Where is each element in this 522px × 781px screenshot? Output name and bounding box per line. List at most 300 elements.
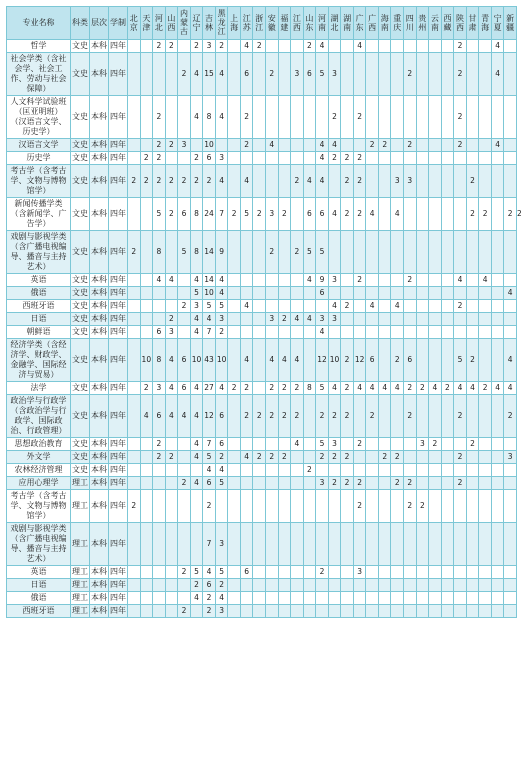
quota-cell: 4 (203, 463, 216, 476)
quota-cell (353, 450, 366, 463)
province-header: 广 东 (353, 7, 366, 40)
quota-cell (303, 437, 316, 450)
quota-cell (454, 197, 467, 230)
info-cell: 本科 (90, 565, 109, 578)
quota-cell (165, 476, 178, 489)
quota-cell (366, 273, 379, 286)
quota-cell (441, 338, 454, 381)
quota-cell (466, 489, 479, 522)
province-header: 甘 肃 (466, 7, 479, 40)
quota-cell (504, 476, 517, 489)
quota-cell (429, 138, 442, 151)
info-cell: 文史 (71, 299, 90, 312)
quota-cell: 4 (328, 138, 341, 151)
info-cell: 文史 (71, 437, 90, 450)
quota-cell (291, 522, 304, 565)
quota-cell: 6 (215, 437, 228, 450)
quota-cell (253, 604, 266, 617)
quota-cell: 4 (215, 273, 228, 286)
quota-cell (378, 489, 391, 522)
quota-cell (404, 522, 417, 565)
info-cell: 文史 (71, 450, 90, 463)
quota-cell (278, 39, 291, 52)
quota-cell (391, 489, 404, 522)
quota-cell (429, 565, 442, 578)
quota-cell (441, 312, 454, 325)
quota-cell (441, 565, 454, 578)
quota-cell (291, 151, 304, 164)
quota-cell: 2 (391, 338, 404, 381)
quota-cell (429, 52, 442, 95)
province-header: 陕 西 (454, 7, 467, 40)
province-header: 山 西 (165, 7, 178, 40)
quota-cell (429, 151, 442, 164)
quota-cell: 2 (153, 95, 166, 138)
quota-cell (429, 312, 442, 325)
quota-cell: 2 (341, 394, 354, 437)
quota-cell (341, 39, 354, 52)
quota-cell (378, 578, 391, 591)
quota-cell: 10 (328, 338, 341, 381)
quota-cell (253, 325, 266, 338)
province-header: 西 藏 (441, 7, 454, 40)
quota-cell (504, 312, 517, 325)
info-cell: 本科 (90, 230, 109, 273)
quota-cell (228, 604, 241, 617)
quota-cell: 4 (391, 299, 404, 312)
quota-cell (491, 604, 504, 617)
quota-cell (278, 52, 291, 95)
quota-cell: 4 (190, 476, 203, 489)
quota-cell: 4 (190, 52, 203, 95)
quota-cell (266, 565, 279, 578)
quota-cell (366, 230, 379, 273)
quota-cell (303, 578, 316, 591)
quota-cell (504, 273, 517, 286)
quota-cell: 2 (203, 591, 216, 604)
quota-cell (466, 450, 479, 463)
quota-cell (441, 591, 454, 604)
quota-cell: 2 (416, 381, 429, 394)
quota-cell: 4 (466, 381, 479, 394)
quota-cell: 2 (454, 52, 467, 95)
province-header: 山 东 (303, 7, 316, 40)
quota-cell (491, 476, 504, 489)
quota-cell: 4 (303, 312, 316, 325)
quota-cell: 2 (353, 437, 366, 450)
quota-cell (404, 591, 417, 604)
quota-cell (441, 52, 454, 95)
info-cell: 理工 (71, 565, 90, 578)
quota-cell (378, 325, 391, 338)
quota-cell (429, 591, 442, 604)
info-cell: 理工 (71, 476, 90, 489)
quota-cell (366, 450, 379, 463)
quota-cell (429, 299, 442, 312)
quota-cell: 4 (240, 450, 253, 463)
quota-cell (341, 463, 354, 476)
quota-cell (341, 578, 354, 591)
quota-cell (479, 565, 492, 578)
major-name-cell: 人文科学试验班（匡亚明班）（汉语言文学、历史学） (7, 95, 71, 138)
info-cell: 四年 (109, 476, 128, 489)
quota-cell (378, 565, 391, 578)
quota-cell: 7 (203, 325, 216, 338)
quota-cell: 4 (378, 381, 391, 394)
quota-cell: 2 (404, 52, 417, 95)
quota-cell: 5 (215, 299, 228, 312)
quota-cell (140, 95, 153, 138)
quota-cell: 7 (203, 437, 216, 450)
quota-cell: 2 (353, 197, 366, 230)
quota-cell: 2 (228, 197, 241, 230)
quota-cell (316, 522, 329, 565)
quota-cell (228, 299, 241, 312)
quota-cell: 4 (190, 450, 203, 463)
column-header: 专业名称 (7, 7, 71, 40)
quota-cell (303, 325, 316, 338)
quota-cell (253, 437, 266, 450)
quota-cell: 2 (178, 476, 191, 489)
quota-cell (353, 578, 366, 591)
quota-cell (178, 273, 191, 286)
quota-cell (366, 286, 379, 299)
quota-cell (140, 522, 153, 565)
info-cell: 本科 (90, 522, 109, 565)
province-header: 新 疆 (504, 7, 517, 40)
quota-cell (491, 197, 504, 230)
quota-cell (391, 591, 404, 604)
quota-cell (140, 463, 153, 476)
quota-cell (278, 489, 291, 522)
quota-cell (366, 164, 379, 197)
quota-cell (278, 591, 291, 604)
quota-cell (328, 522, 341, 565)
quota-cell (278, 476, 291, 489)
quota-cell (504, 151, 517, 164)
quota-cell (215, 138, 228, 151)
quota-cell (479, 591, 492, 604)
quota-cell (391, 522, 404, 565)
quota-cell (429, 578, 442, 591)
quota-cell: 6 (178, 338, 191, 381)
province-header: 河 北 (153, 7, 166, 40)
quota-cell (429, 489, 442, 522)
major-name-cell: 朝鲜语 (7, 325, 71, 338)
quota-cell: 2 (140, 164, 153, 197)
quota-cell: 2 (504, 197, 517, 230)
quota-cell (429, 230, 442, 273)
quota-cell (278, 138, 291, 151)
quota-cell (278, 565, 291, 578)
info-cell: 本科 (90, 138, 109, 151)
quota-cell (253, 299, 266, 312)
major-name-cell: 日语 (7, 578, 71, 591)
info-cell: 四年 (109, 565, 128, 578)
quota-cell (429, 164, 442, 197)
quota-cell (316, 489, 329, 522)
quota-cell: 12 (316, 338, 329, 381)
quota-cell (128, 151, 141, 164)
quota-cell (266, 286, 279, 299)
quota-cell (454, 230, 467, 273)
quota-cell: 2 (341, 338, 354, 381)
quota-cell (429, 476, 442, 489)
quota-cell: 4 (316, 138, 329, 151)
quota-cell (253, 578, 266, 591)
quota-cell: 2 (378, 138, 391, 151)
quota-cell (479, 151, 492, 164)
quota-cell: 2 (391, 450, 404, 463)
quota-cell (454, 325, 467, 338)
quota-cell: 4 (165, 381, 178, 394)
quota-cell: 2 (153, 450, 166, 463)
table-row (7, 522, 517, 565)
quota-cell (291, 95, 304, 138)
quota-cell (504, 578, 517, 591)
quota-cell: 4 (203, 565, 216, 578)
quota-cell (291, 325, 304, 338)
quota-cell: 8 (153, 338, 166, 381)
quota-cell (140, 591, 153, 604)
quota-cell: 3 (190, 299, 203, 312)
quota-cell (278, 95, 291, 138)
major-name-cell: 新闻传播学类（含新闻学、广告学） (7, 197, 71, 230)
info-cell: 文史 (71, 230, 90, 273)
quota-cell (228, 463, 241, 476)
quota-cell (404, 604, 417, 617)
quota-cell (266, 151, 279, 164)
quota-cell (353, 591, 366, 604)
table-row (7, 325, 517, 338)
quota-cell (416, 394, 429, 437)
quota-cell (416, 95, 429, 138)
quota-cell (454, 604, 467, 617)
quota-cell (366, 578, 379, 591)
quota-cell: 2 (266, 230, 279, 273)
table-row (7, 138, 517, 151)
quota-cell (353, 394, 366, 437)
quota-cell (240, 522, 253, 565)
quota-cell (253, 489, 266, 522)
quota-cell (416, 197, 429, 230)
quota-cell: 2 (378, 450, 391, 463)
quota-cell (353, 230, 366, 273)
quota-cell: 4 (190, 437, 203, 450)
quota-cell (466, 230, 479, 273)
quota-cell: 4 (190, 312, 203, 325)
quota-cell (228, 138, 241, 151)
quota-cell (491, 151, 504, 164)
quota-cell (253, 151, 266, 164)
quota-cell (165, 463, 178, 476)
info-cell: 四年 (109, 138, 128, 151)
quota-cell (404, 437, 417, 450)
table-row (7, 230, 517, 273)
quota-cell: 4 (266, 138, 279, 151)
quota-cell: 2 (303, 39, 316, 52)
quota-cell: 4 (165, 273, 178, 286)
quota-cell (479, 394, 492, 437)
quota-cell: 27 (204, 383, 214, 393)
quota-cell (404, 151, 417, 164)
quota-cell (341, 138, 354, 151)
quota-cell (479, 312, 492, 325)
quota-cell (140, 138, 153, 151)
quota-cell: 2 (454, 476, 467, 489)
quota-cell (316, 578, 329, 591)
quota-cell: 4 (504, 381, 517, 394)
quota-cell (491, 273, 504, 286)
quota-cell (240, 437, 253, 450)
quota-cell: 4 (366, 299, 379, 312)
quota-cell (491, 164, 504, 197)
quota-cell (404, 565, 417, 578)
quota-cell: 9 (316, 273, 329, 286)
quota-cell (128, 299, 141, 312)
quota-cell (228, 230, 241, 273)
quota-cell (228, 164, 241, 197)
info-cell: 本科 (90, 463, 109, 476)
quota-cell (404, 312, 417, 325)
quota-cell: 4 (353, 381, 366, 394)
quota-cell (291, 138, 304, 151)
quota-cell (504, 489, 517, 522)
quota-cell: 2 (366, 138, 379, 151)
quota-cell (466, 273, 479, 286)
quota-cell (266, 164, 279, 197)
quota-cell (391, 39, 404, 52)
quota-cell: 4 (353, 39, 366, 52)
quota-cell (404, 299, 417, 312)
info-cell: 文史 (71, 286, 90, 299)
info-cell: 四年 (109, 578, 128, 591)
major-name-cell: 哲学 (7, 39, 71, 52)
quota-cell (228, 450, 241, 463)
quota-cell (128, 197, 141, 230)
quota-cell (454, 463, 467, 476)
quota-cell: 6 (240, 565, 253, 578)
info-cell: 四年 (109, 39, 128, 52)
quota-cell (228, 578, 241, 591)
quota-cell: 3 (153, 381, 166, 394)
quota-cell (128, 394, 141, 437)
quota-cell: 7 (215, 197, 228, 230)
quota-cell (228, 286, 241, 299)
quota-cell: 2 (479, 381, 492, 394)
quota-cell (378, 591, 391, 604)
quota-cell: 4 (316, 325, 329, 338)
quota-cell: 12 (353, 338, 366, 381)
quota-cell (416, 476, 429, 489)
quota-cell: 4 (153, 273, 166, 286)
quota-cell (353, 604, 366, 617)
quota-cell: 2 (253, 450, 266, 463)
quota-cell: 2 (454, 138, 467, 151)
quota-cell (366, 604, 379, 617)
quota-cell: 2 (353, 476, 366, 489)
quota-cell (228, 52, 241, 95)
quota-cell: 8 (153, 230, 166, 273)
quota-cell (416, 138, 429, 151)
quota-cell (140, 325, 153, 338)
quota-cell (353, 299, 366, 312)
quota-cell: 2 (266, 381, 279, 394)
quota-cell (466, 312, 479, 325)
info-cell: 理工 (71, 591, 90, 604)
quota-cell: 2 (391, 476, 404, 489)
quota-cell: 4 (454, 381, 467, 394)
major-name-cell: 英语 (7, 565, 71, 578)
quota-cell: 6 (203, 476, 216, 489)
quota-cell (416, 522, 429, 565)
quota-cell: 3 (178, 138, 191, 151)
quota-cell (366, 52, 379, 95)
quota-cell: 6 (178, 197, 191, 230)
quota-cell: 4 (190, 394, 203, 437)
quota-cell: 2 (178, 164, 191, 197)
quota-cell (479, 476, 492, 489)
info-cell: 四年 (109, 450, 128, 463)
major-name-cell: 政治学与行政学（含政治学与行政学、国际政治、行政管理） (7, 394, 71, 437)
quota-cell (278, 164, 291, 197)
quota-cell: 14 (204, 275, 214, 285)
quota-cell: 4 (215, 52, 228, 95)
quota-cell (479, 39, 492, 52)
quota-cell: 2 (466, 437, 479, 450)
province-header: 辽 宁 (190, 7, 203, 40)
quota-cell (278, 325, 291, 338)
quota-cell: 2 (215, 39, 228, 52)
quota-cell (266, 463, 279, 476)
quota-cell (303, 591, 316, 604)
table-row (7, 273, 517, 286)
quota-cell (240, 286, 253, 299)
table-header (7, 7, 517, 40)
quota-cell: 4 (316, 39, 329, 52)
major-name-cell: 俄语 (7, 286, 71, 299)
quota-cell (303, 286, 316, 299)
quota-cell (353, 463, 366, 476)
quota-cell (416, 463, 429, 476)
quota-cell: 2 (240, 394, 253, 437)
quota-cell (441, 604, 454, 617)
quota-cell (291, 197, 304, 230)
quota-cell (353, 522, 366, 565)
quota-cell (378, 522, 391, 565)
quota-cell: 4 (165, 394, 178, 437)
quota-cell (240, 273, 253, 286)
info-cell: 本科 (90, 381, 109, 394)
quota-cell: 4 (165, 338, 178, 381)
quota-cell (228, 565, 241, 578)
quota-cell (140, 312, 153, 325)
quota-cell: 2 (353, 489, 366, 522)
quota-cell (416, 312, 429, 325)
quota-cell (253, 230, 266, 273)
quota-cell: 43 (203, 338, 216, 381)
quota-cell (366, 312, 379, 325)
info-cell: 文史 (71, 197, 90, 230)
quota-cell (228, 312, 241, 325)
quota-cell (454, 286, 467, 299)
quota-cell: 2 (404, 476, 417, 489)
quota-cell (165, 522, 178, 565)
major-name-cell: 日语 (7, 312, 71, 325)
table-row (7, 95, 517, 138)
quota-cell (454, 591, 467, 604)
quota-cell (240, 325, 253, 338)
